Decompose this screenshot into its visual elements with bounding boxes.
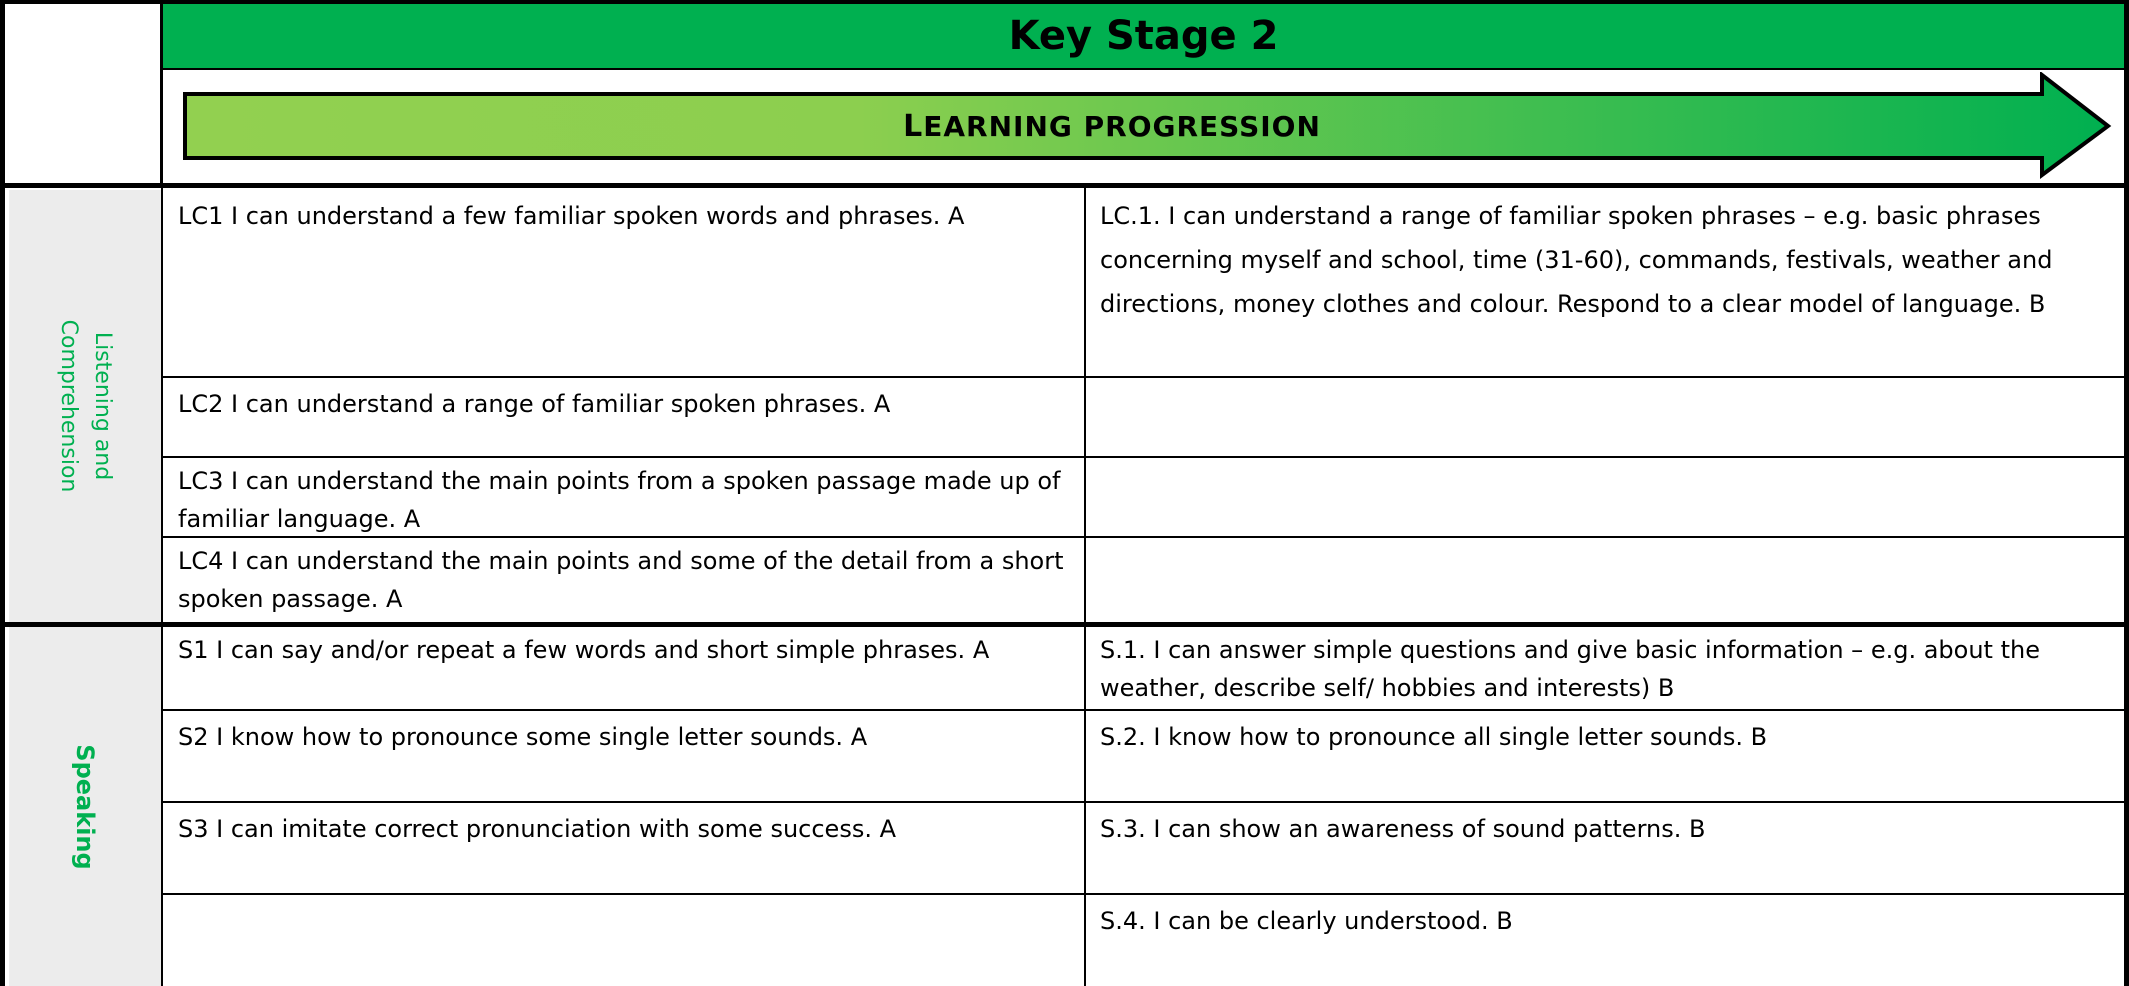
border-left	[0, 0, 5, 986]
lc-row-4-col-a: LC4 I can understand the main points and some of the detail from a short spoken passage. A	[178, 547, 1064, 613]
row-line-lc3	[163, 536, 2125, 538]
header-bottom-rule	[0, 183, 2129, 188]
s-row-4-col-b: S.4. I can be clearly understood. B	[1100, 907, 1513, 935]
s-row-1-col-b: S.1. I can answer simple questions and give basic information – e.g. about the weather, describe self/ hobbies and interests) B	[1100, 636, 2040, 702]
listening-label-line2: Comprehension	[56, 319, 81, 493]
progression-label-rest: EARNING PROGRESSION	[923, 109, 1321, 143]
header-left-divider	[160, 0, 163, 186]
s-row-4-col-a	[164, 895, 1084, 986]
border-right	[2124, 0, 2129, 986]
listening-label-text	[51, 320, 119, 493]
lc-row-1-col-a: LC1 I can understand a few familiar spoken words and phrases. A	[178, 202, 965, 230]
row-line-lc1	[163, 376, 2125, 378]
speaking-label-text: Speaking	[71, 743, 99, 870]
key-stage-title-text: Key Stage 2	[1008, 13, 1279, 59]
border-top	[0, 0, 2129, 4]
row-line-s2	[163, 801, 2125, 803]
progression-label-initial: L	[903, 108, 924, 144]
listening-section-label	[9, 190, 161, 622]
key-stage-title	[162, 4, 2125, 68]
lc-row-2-col-b	[1086, 378, 2124, 456]
lc-row-3-col-b	[1086, 458, 2124, 536]
middle-column-divider	[1084, 186, 1086, 986]
s-row-3-col-a: S3 I can imitate correct pronunciation with some success. A	[178, 815, 897, 843]
lc-row-4-col-b	[1086, 538, 2124, 622]
lc-row-1-col-b: LC.1. I can understand a range of familiar spoken phrases – e.g. basic phrases concerning myself and school, time (31-60), commands, festivals, weather and directions, money clothes and colour. Respond to a clear model of language. B	[1100, 202, 2053, 318]
row-line-s1	[163, 709, 2125, 711]
s-row-2-col-b: S.2. I know how to pronounce all single letter sounds. B	[1100, 723, 1768, 751]
side-column-divider	[161, 186, 163, 986]
s-row-2-col-a: S2 I know how to pronounce some single letter sounds. A	[178, 723, 868, 751]
listening-label-line1: Listening and	[90, 331, 115, 481]
speaking-section-label	[9, 627, 161, 986]
learning-progression-label	[182, 72, 2042, 180]
s-row-1-col-a: S1 I can say and/or repeat a few words and short simple phrases. A	[178, 636, 990, 664]
s-row-3-col-b: S.3. I can show an awareness of sound patterns. B	[1100, 815, 1706, 843]
lc-row-3-col-a: LC3 I can understand the main points from a spoken passage made up of familiar language. A	[178, 467, 1061, 533]
learning-progression-arrow	[182, 72, 2112, 180]
section-divider	[0, 622, 2129, 627]
lc-row-2-col-a: LC2 I can understand a range of familiar spoken phrases. A	[178, 390, 891, 418]
row-line-lc2	[163, 456, 2125, 458]
title-bottom-line	[162, 68, 2125, 70]
row-line-s3	[163, 893, 2125, 895]
